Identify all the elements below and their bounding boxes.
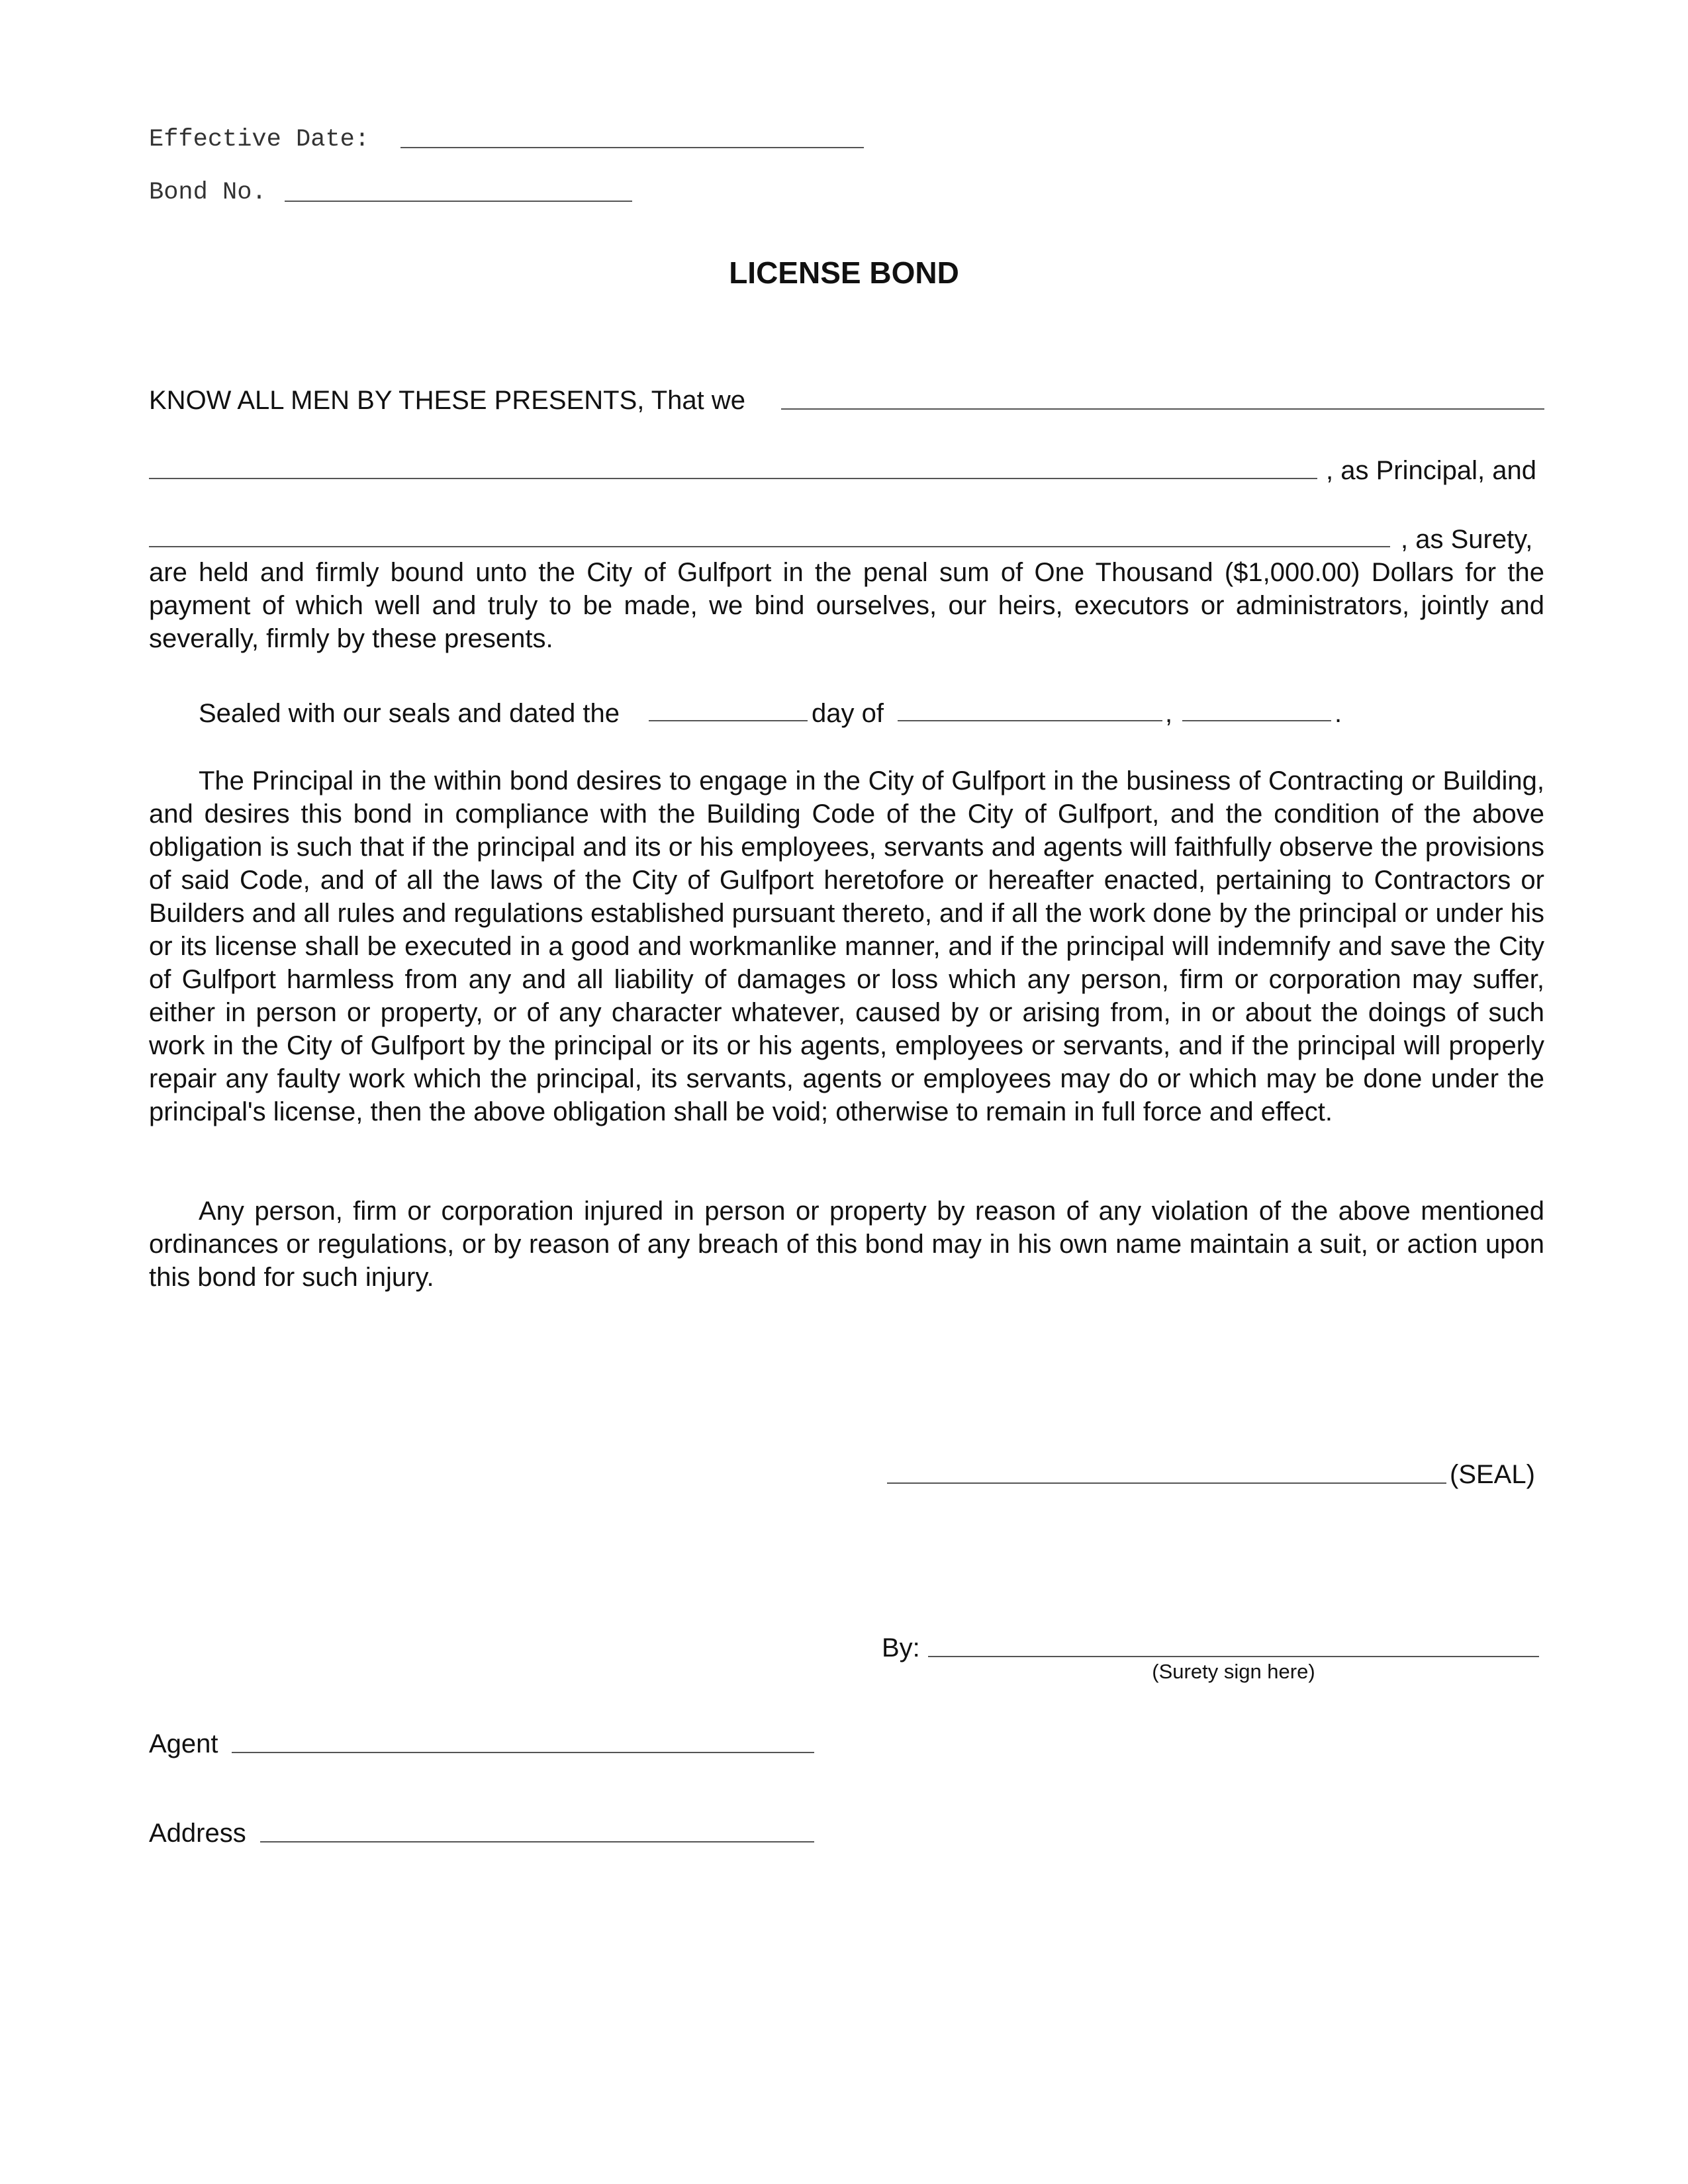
sealed-comma: , [1165,699,1173,728]
injury-paragraph: Any person, firm or corporation injured in person or property by reason of any violation of the above mentioned ordinances or regulations, or by reason of any breach of this bond may in his own name maintain a suit, or action upon this bond for such injury. [149,1197,1544,1292]
condition-paragraph: The Principal in the within bond desires to engage in the City of Gulfport in the business of Contracting or Building, and desires this bond in compliance with the Building Code of the City of Gulfport, and the condition of the above obligation is such that if the principal and its or his employees, servants and agents will faithfully observe the provisions of said Code, and of all the laws of the City of Gulfport heretofore or hereafter enacted, pertaining to Contractors or Builders and all rules and regulations established pursuant thereto, and if all the work done by the principal or under his or its license shall be executed in a good and workmanlike manner, and if the principal will indemnify and save the City of Gulfport harmless from any and all liability of damages or loss which any person, firm or corporation may suffer, either in person or property, or of any character whatever, caused by or arising from, in or about the doings of such work in the City of Gulfport by the principal or its or his agents, employees or servants, and if the principal will properly repair any faulty work which the principal, its servants, agents or employees may do or which may be done under the principal's license, then the above obligation shall be void; otherwise to remain in full force and effect. [149,766,1544,1126]
seal-label: (SEAL) [1450,1460,1535,1489]
document-title: LICENSE BOND [729,255,959,290]
as-surety-text: , as Surety, [1401,525,1533,554]
surety-signature-field[interactable] [928,1656,1539,1657]
bond-no-label: Bond No. [149,179,267,206]
surety-sign-caption: (Surety sign here) [1152,1660,1315,1683]
sealed-prefix: Sealed with our seals and dated the [199,699,620,728]
bound-paragraph: are held and firmly bound unto the City of Gulfport in the penal sum of One Thousand ($1,000.00) Dollars for the payment of which well and truly to be made, we bind ourselves, our heirs, executors or administrators, jointly and severally, firmly by these presents. [149,558,1544,653]
sealed-year-field[interactable] [1182,720,1331,721]
effective-date-label: Effective Date: [149,126,370,154]
sealed-day-field[interactable] [649,720,808,721]
agent-label: Agent [149,1729,218,1758]
principal-name-field-2[interactable] [149,478,1317,479]
principal-name-field-1[interactable] [781,408,1544,410]
by-label: By: [882,1633,920,1662]
as-principal-text: , as Principal, and [1326,456,1536,485]
effective-date-field[interactable] [400,147,864,148]
parties-intro: KNOW ALL MEN BY THESE PRESENTS, That we [149,386,746,415]
agent-field[interactable] [232,1752,814,1753]
principal-signature-field[interactable] [887,1482,1446,1484]
address-field[interactable] [260,1841,814,1843]
sealed-period: . [1335,699,1342,728]
bond-no-field[interactable] [285,201,632,202]
surety-name-field[interactable] [149,546,1390,547]
sealed-day-of: day of [812,699,884,728]
sealed-month-field[interactable] [898,720,1162,721]
address-label: Address [149,1819,246,1848]
